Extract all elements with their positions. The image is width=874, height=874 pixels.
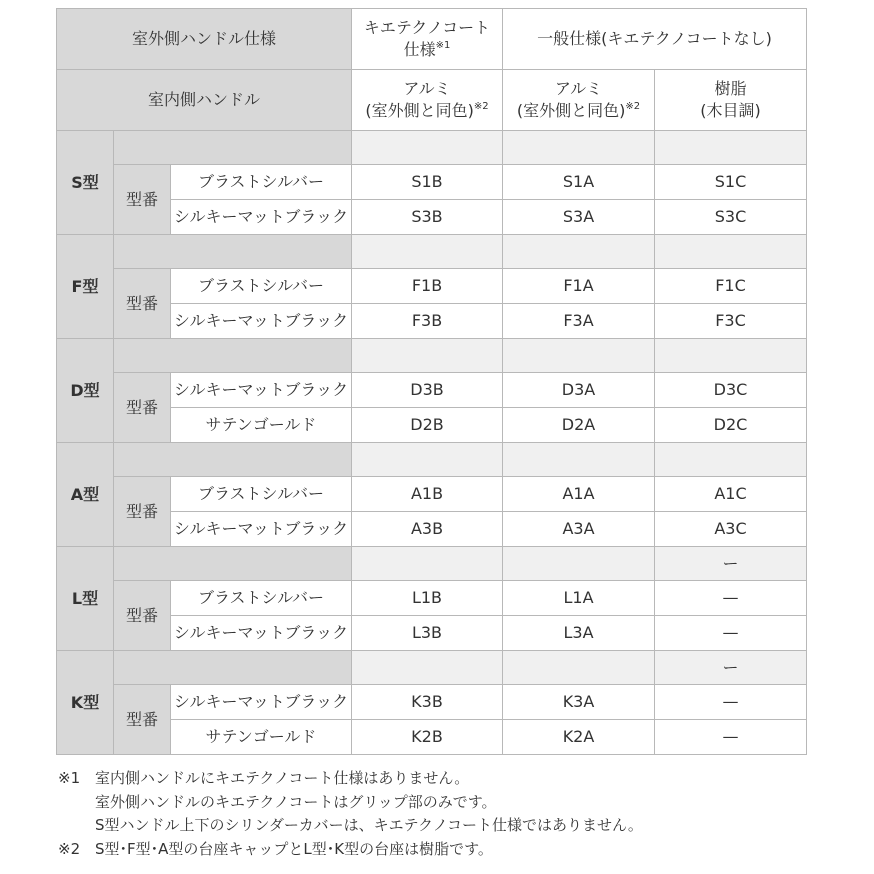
model-code-cell: K2A (503, 720, 655, 755)
model-code-cell: A1C (655, 477, 807, 512)
model-code-cell: S3B (352, 200, 503, 235)
model-number-label: 型番 (114, 165, 171, 235)
type-label: D型 (57, 339, 114, 443)
col1-note-mark: ※2 (473, 101, 489, 112)
type-spacer-cell (352, 235, 503, 269)
color-name-cell: サテンゴールド (171, 720, 352, 755)
footnote-mark: ※2 (58, 839, 81, 858)
type-top-dash (655, 443, 807, 477)
type-header-row (57, 547, 807, 581)
footnote (58, 838, 643, 862)
model-code-cell: A3A (503, 512, 655, 547)
model-code-cell: D3C (655, 373, 807, 408)
type-header-row (57, 339, 807, 373)
model-code-cell: — (655, 616, 807, 651)
color-name-cell: ブラストシルバー (171, 581, 352, 616)
type-spacer-cell (114, 339, 352, 373)
type-header-row (57, 131, 807, 165)
model-code-cell: A1B (352, 477, 503, 512)
type-top-dash (655, 339, 807, 373)
model-code-cell: A3B (352, 512, 503, 547)
table-row (57, 165, 807, 200)
type-spacer-cell (114, 443, 352, 477)
kiete-spec-line2: 仕様 (403, 40, 436, 59)
type-header-row (57, 235, 807, 269)
model-code-cell: F3B (352, 304, 503, 339)
col2-line1: アルミ (554, 79, 603, 98)
col-resin-header (655, 70, 807, 131)
footnote-text: 室外側ハンドルのキエテクノコートはグリップ部のみです。 (95, 792, 497, 811)
model-code-cell: D2A (503, 408, 655, 443)
color-name-cell: シルキーマットブラック (171, 616, 352, 651)
type-spacer-cell (114, 235, 352, 269)
model-code-cell: K3A (503, 685, 655, 720)
model-code-cell: A1A (503, 477, 655, 512)
model-code-cell: L1B (352, 581, 503, 616)
kiete-note-mark: ※1 (435, 40, 451, 51)
model-number-label: 型番 (114, 477, 171, 547)
model-code-cell: L1A (503, 581, 655, 616)
type-top-dash (655, 131, 807, 165)
type-spacer-cell (114, 547, 352, 581)
type-spacer-cell (352, 547, 503, 581)
type-spacer-cell (114, 651, 352, 685)
table-row (57, 581, 807, 616)
color-name-cell: サテンゴールド (171, 408, 352, 443)
handle-spec-table (56, 8, 807, 755)
kiete-spec-header (352, 9, 503, 70)
footnotes (58, 767, 643, 861)
footnote-mark (58, 814, 95, 838)
col-kiete-aluminum-header (352, 70, 503, 131)
model-code-cell: D3A (503, 373, 655, 408)
model-number-label: 型番 (114, 373, 171, 443)
color-name-cell: シルキーマットブラック (171, 200, 352, 235)
outer-handle-spec-header: 室外側ハンドル仕様 (57, 9, 352, 70)
type-spacer-cell (352, 131, 503, 165)
footnote (58, 814, 643, 838)
type-spacer-cell (352, 339, 503, 373)
model-code-cell: S3C (655, 200, 807, 235)
type-label: S型 (57, 131, 114, 235)
model-code-cell: F1A (503, 269, 655, 304)
type-spacer-cell (503, 547, 655, 581)
model-code-cell: D2C (655, 408, 807, 443)
footnote-mark: ※1 (58, 769, 81, 787)
type-spacer-cell (503, 131, 655, 165)
col1-line1: アルミ (403, 79, 451, 98)
color-name-cell: ブラストシルバー (171, 165, 352, 200)
color-name-cell: ブラストシルバー (171, 269, 352, 304)
model-code-cell: A3C (655, 512, 807, 547)
type-spacer-cell (114, 131, 352, 165)
type-spacer-cell (503, 651, 655, 685)
general-spec-header: 一般仕様(キエテクノコートなし) (503, 9, 807, 70)
model-code-cell: F1C (655, 269, 807, 304)
type-spacer-cell (352, 443, 503, 477)
model-code-cell: D2B (352, 408, 503, 443)
col1-line2: (室外側と同色) (365, 101, 474, 120)
model-code-cell: L3B (352, 616, 503, 651)
type-spacer-cell (503, 339, 655, 373)
model-code-cell: — (655, 685, 807, 720)
type-label: F型 (57, 235, 114, 339)
type-top-dash: ー (655, 651, 807, 685)
model-code-cell: K3B (352, 685, 503, 720)
model-code-cell: S1C (655, 165, 807, 200)
col-general-aluminum-header (503, 70, 655, 131)
footnote (58, 767, 643, 791)
col3-line1: 樹脂 (714, 79, 747, 98)
type-label: K型 (57, 651, 114, 755)
color-name-cell: シルキーマットブラック (171, 373, 352, 408)
type-header-row (57, 651, 807, 685)
model-code-cell: D3B (352, 373, 503, 408)
footnote (58, 791, 643, 815)
model-code-cell: — (655, 581, 807, 616)
col3-line2: (木目調) (700, 101, 761, 120)
table-row (57, 685, 807, 720)
model-code-cell: S1B (352, 165, 503, 200)
type-label: L型 (57, 547, 114, 651)
color-name-cell: ブラストシルバー (171, 477, 352, 512)
type-header-row (57, 443, 807, 477)
kiete-spec-line1: キエテクノコート (363, 18, 491, 37)
table-row (57, 269, 807, 304)
footnote-mark (58, 791, 95, 815)
footnote-text: S型ハンドル上下のシリンダーカバーは、キエテクノコート仕様ではありません。 (95, 816, 643, 834)
color-name-cell: シルキーマットブラック (171, 304, 352, 339)
model-number-label: 型番 (114, 685, 171, 755)
type-top-dash: ー (655, 547, 807, 581)
model-number-label: 型番 (114, 581, 171, 651)
model-code-cell: S3A (503, 200, 655, 235)
color-name-cell: シルキーマットブラック (171, 685, 352, 720)
type-label: A型 (57, 443, 114, 547)
inner-handle-header: 室内側ハンドル (57, 70, 352, 131)
model-code-cell: L3A (503, 616, 655, 651)
model-code-cell: F1B (352, 269, 503, 304)
model-code-cell: S1A (503, 165, 655, 200)
model-code-cell: — (655, 720, 807, 755)
model-code-cell: K2B (352, 720, 503, 755)
model-code-cell: F3A (503, 304, 655, 339)
model-code-cell: F3C (655, 304, 807, 339)
footnote-text: 室内側ハンドルにキエテクノコート仕様はありません。 (95, 769, 470, 787)
type-spacer-cell (503, 235, 655, 269)
model-number-label: 型番 (114, 269, 171, 339)
table-row (57, 477, 807, 512)
color-name-cell: シルキーマットブラック (171, 512, 352, 547)
type-top-dash (655, 235, 807, 269)
col2-note-mark: ※2 (625, 101, 641, 112)
type-spacer-cell (503, 443, 655, 477)
col2-line2: (室外側と同色) (516, 101, 626, 120)
type-spacer-cell (352, 651, 503, 685)
table-row (57, 373, 807, 408)
footnote-text: S型･F型･A型の台座キャップとL型･K型の台座は樹脂です。 (95, 839, 493, 858)
